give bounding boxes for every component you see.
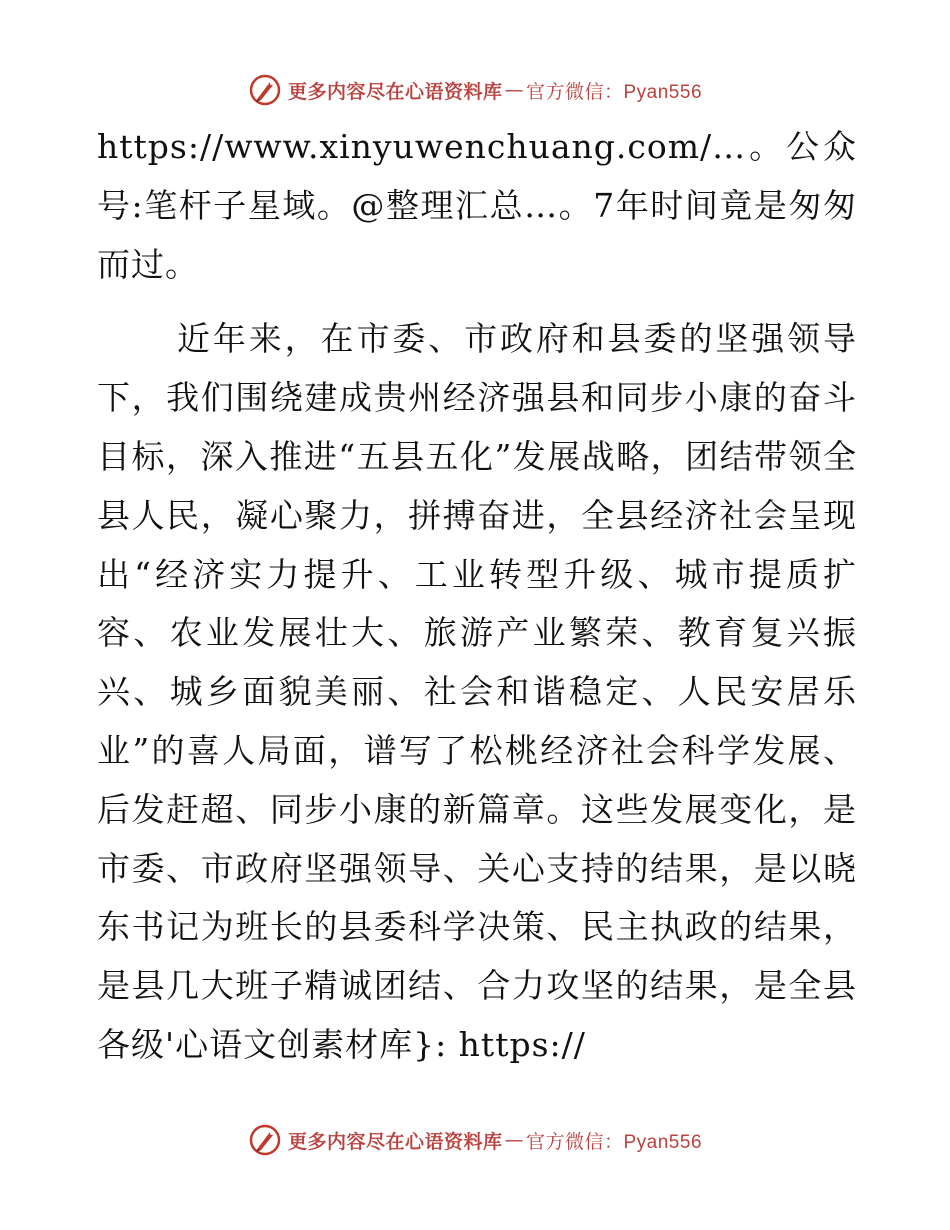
pen-logo-icon <box>248 73 282 107</box>
header-banner-contact: 官方微信：Pyan556 <box>526 81 703 103</box>
header-banner-separator: — <box>504 79 524 101</box>
footer-banner-text: 更多内容尽在心语资料库 <box>287 1130 503 1153</box>
paragraph-main: 近年来，在市委、市政府和县委的坚强领导下，我们围绕建成贵州经济强县和同步小康的奋斗目标，深入推进“五县五化”发展战略，团结带领全县人民，凝心聚力，拼搏奋进，全县经济社会呈现出“经济实力提升、工业转型升级、城市提质扩容、农业发展壮大、旅游产业繁荣、教育复兴振兴、城乡面貌美丽、社会和谐稳定、人民安居乐业”的喜人局面，谱写了松桃经济社会科学发展、后发赶超、同步小康的新篇章。这些发展变化，是市委、市政府坚强领导、关心支持的结果，是以晓东书记为班长的县委科学决策、民主执政的结果，是县几大班子精诚团结、合力攻坚的结果，是全县各级'心语文创素材库}: https:// <box>97 319 857 1064</box>
paragraph-continuation: https://www.xinyuwenchuang.com/…。公众号:笔杆子星域。@整理汇总…。7年时间竟是匆匆而过。 <box>97 127 857 284</box>
header-banner <box>0 70 950 110</box>
header-banner-text: 更多内容尽在心语资料库 <box>287 80 503 103</box>
footer-banner-separator: — <box>504 1129 524 1151</box>
document-body <box>97 118 857 1075</box>
footer-banner-contact: 官方微信：Pyan556 <box>526 1131 703 1153</box>
footer-banner <box>0 1120 950 1160</box>
pen-logo-icon <box>248 1123 282 1157</box>
